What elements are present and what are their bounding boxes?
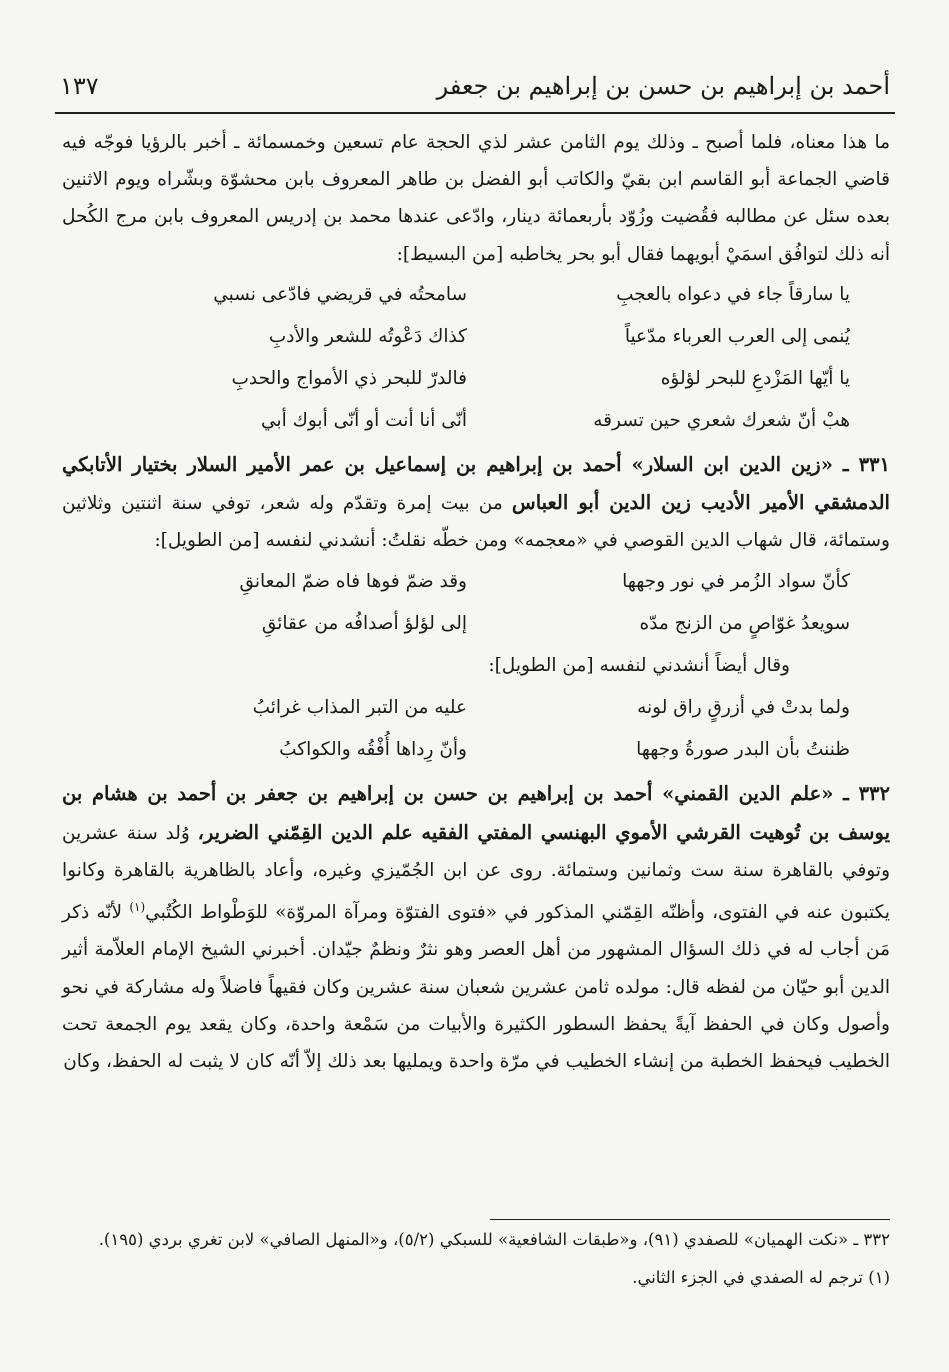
hemistich-first: يُنمى إلى العرب العرباء مدّعياً: [624, 325, 850, 347]
hemistich-first: يا أيّها المَزْدعِ للبحر لؤلؤه: [660, 367, 850, 389]
verse: [62, 563, 890, 605]
verse: [62, 605, 890, 647]
entry-331-text: من بيت إمرة وتقدّم وله شعر، توفي سنة اثنتين وثلاثين وستمائة، قال شهاب الدين القوصي في «معجمه» ومن خطّه نقلتُ: أنشدني لنفسه [من الطويل]:: [62, 493, 890, 552]
entry-331: [62, 446, 890, 560]
hemistich-first: سويعدُ غوّاصٍ من الزنج مدّه: [639, 613, 850, 635]
hemistich-second: إلى لؤلؤ أصدافُه من عقائقِ: [261, 613, 467, 635]
hemistich-second: وقد ضمّ فوها فاه ضمّ المعانقِ: [239, 571, 467, 593]
footnotes: [62, 1226, 890, 1302]
entry-332-text-a: وُلد سنة عشرين وتوفي بالقاهرة سنة ست وثمانين وستمائة. روى عن ابن الجُمّيزي وغيره، وأعاد بالظاهرية بالقاهرة وكانوا يكتبون عنه في الفتوى، وأظنّه القِمّني المذكور في «فتوى الفتوّة ومرآة المروّة» للوَطْواط الكُتُبي: [62, 822, 890, 924]
entry-332-text-b: لأنّه ذكر مَن أجاب له في ذلك السؤال المشهور من أهل العصر وهو نثرٌ ونظمٌ جيّدان. أخبرني الشيخ الإمام العلاّمة أثير الدين أبو حيّان من لفظه قال: مولده ثامن عشرين شعبان سنة عشرين وكان فقيهاً فاضلاً وله مشاركة في نحو وأصول وكان في الحفظ آيةً يحفظ السطور الكثيرة والأبيات من سَمْعة واحدة، وكان يقعد يوم الجمعة تحت الخطيب فيحفظ الخطبة من إنشاء الخطيب في مرّة واحدة ويمليها بعد ذلك إلاّ أنّه كان لا يثبت له الحفظ، وكان: [62, 902, 890, 1072]
poem-3: [62, 689, 890, 773]
hemistich-second: أنّى أنا أنت أو أنّى أبوك أبي: [261, 409, 467, 431]
verse: [62, 318, 890, 360]
running-header: [60, 72, 890, 112]
main-text: [62, 124, 890, 1080]
hemistich-first: ولما بدتْ في أزرقٍ راق لونه: [637, 697, 850, 719]
footnote-marker[interactable]: (١): [129, 900, 146, 915]
hemistich-second: وأنّ رِداها أُفْقُه والكواكبُ: [279, 739, 467, 761]
verse: [62, 689, 890, 731]
hemistich-second: عليه من التبر المذاب غرائبُ: [252, 697, 467, 719]
entry-332-heading: ٣٣٢ ـ «علم الدين القمني» أحمد بن إبراهيم بن حسن بن إبراهيم بن جعفر بن أحمد بن هشام بن يوسف بن تُوهيت القرشي الأموي البهنسي المفتي الفقيه علم الدين القِمّني الضرير،: [62, 782, 890, 844]
hemistich-second: سامحتُه في قريضي فادّعى نسبي: [213, 283, 467, 305]
verse: [62, 731, 890, 773]
poem-3-intro: وقال أيضاً أنشدني لنفسه [من الطويل]:: [488, 655, 790, 677]
hemistich-first: هبْ أنّ شعرك شعري حين تسرقه: [593, 409, 850, 431]
footnote-1: (١) ترجم له الصفدي في الجزء الثاني.: [632, 1268, 890, 1287]
hemistich-first: يا سارقاً جاء في دعواه بالعجبِ: [616, 283, 850, 305]
entry-332: [62, 775, 890, 1080]
verse: [62, 276, 890, 318]
hemistich-second: فالدرّ للبحر ذي الأمواج والحدبِ: [231, 367, 467, 389]
poem-1: [62, 276, 890, 444]
header-title: أحمد بن إبراهيم بن حسن بن إبراهيم بن جعفر: [436, 72, 890, 100]
page-number: ١٣٧: [60, 72, 99, 100]
source-footnote: ٣٣٢ ـ «نكت الهميان» للصفدي (٩١)، و«طبقات الشافعية» للسبكي (٥/٢)، و«المنهل الصافي» لابن تغري بردي (١٩٥).: [98, 1230, 890, 1249]
entry-331-heading: ٣٣١ ـ «زين الدين ابن السلار» أحمد بن إبراهيم بن إسماعيل بن عمر الأمير السلار بختيار الأتابكي الدمشقي الأمير الأديب زين الدين أبو العباس: [62, 452, 890, 515]
hemistich-first: ظننتُ بأن البدر صورةُ وجهها: [636, 739, 850, 761]
verse: [62, 402, 890, 444]
verse: [62, 360, 890, 402]
header-rule: [55, 112, 895, 114]
intro-paragraph: ما هذا معناه، فلما أصبح ـ وذلك يوم الثامن عشر لذي الحجة عام تسعين وخمسمائة ـ أخبر بالرؤيا فوجّه فيه قاضي الجماعة أبو القاسم ابن بقيّ والكاتب أبو الفضل بن طاهر المعروف بابن محشوّة وبشّراه ويوم الاثنين بعده سئل عن مطالبه فقُضيت وزُوّد بأربعمائة دينار، وادّعى عندها محمد بن إدريس المعروف بابن مرج الكُحل أنه ذلك لتوافُق اسمَيْ أبويهما فقال أبو بحر يخاطبه [من البسيط]:: [62, 132, 890, 265]
footnote-rule: [490, 1219, 890, 1220]
poem-2: [62, 563, 890, 689]
hemistich-second: كذاك دَعْوتُه للشعر والأدبِ: [268, 325, 467, 347]
hemistich-first: كأنّ سواد الزُمر في نور وجهها: [622, 571, 850, 593]
